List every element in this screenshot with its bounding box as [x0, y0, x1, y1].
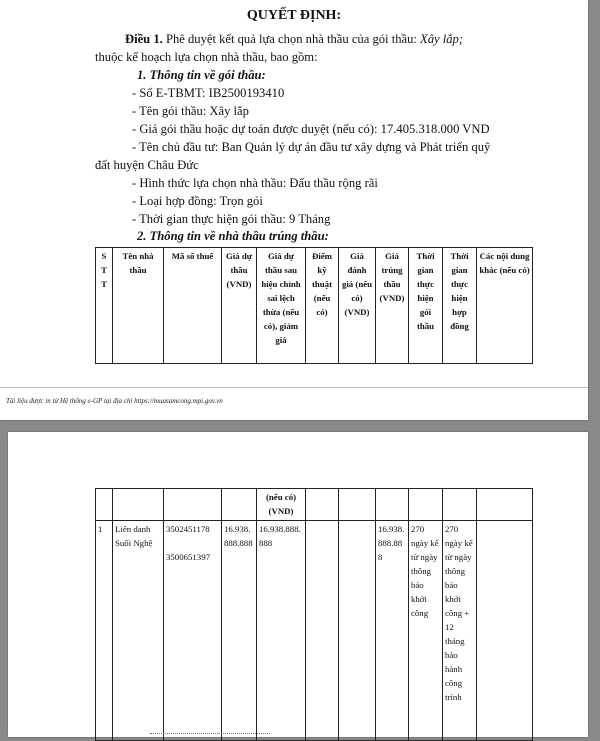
- cell-tech-score: [306, 521, 339, 741]
- duration-line: - Thời gian thực hiện gói thầu: 9 Tháng: [132, 212, 331, 226]
- header-contract-time: Thời gian thực hiện hợp đồng: [443, 248, 477, 364]
- selection-method-line: - Hình thức lựa chọn nhà thầu: Đấu thầu rộng rãi: [132, 176, 378, 190]
- article-label: Điều 1.: [125, 32, 163, 46]
- winner-table-body: [95, 488, 533, 741]
- header-other: Các nội dung khác (nếu có): [477, 248, 533, 364]
- header-contractor: Tên nhà thầu: [113, 248, 164, 364]
- cell-stt: 1: [96, 521, 113, 741]
- winner-table-header: [95, 247, 533, 364]
- cell-contractor: Liên danh Suối Nghệ: [113, 521, 164, 741]
- investor-line: - Tên chủ đầu tư: Ban Quản lý dự án đầu tư xây dựng và Phát triển quỹ: [132, 140, 491, 154]
- header-bid-price: Giá dự thầu (VND): [222, 248, 257, 364]
- header-tax-code: Mã số thuế: [164, 248, 222, 364]
- investor-line-2: đất huyện Châu Đức: [95, 158, 199, 172]
- table-row: [96, 521, 533, 741]
- header-continued: (nếu có) (VND): [257, 489, 306, 521]
- header-tech-score: Điểm kỹ thuật (nếu có): [306, 248, 339, 364]
- header-winning-price: Giá trúng thầu (VND): [376, 248, 409, 364]
- document-page-2: [8, 432, 588, 737]
- decision-heading: QUYẾT ĐỊNH:: [246, 8, 342, 23]
- package-price-line: - Giá gói thầu hoặc dự toán được duyệt (nếu có): 17.405.318.000 VND: [132, 122, 490, 136]
- cell-package-time: 270 ngày kể từ ngày thông báo khởi công: [409, 521, 443, 741]
- cell-eval-price: [339, 521, 376, 741]
- header-adjusted-price: Giá dự thầu sau hiệu chỉnh sai lệch thừa (nếu có), giảm giá: [257, 248, 306, 364]
- article-1-line: [125, 32, 463, 47]
- page-footer-divider: [0, 387, 588, 388]
- cell-contract-time: 270 ngày kể từ ngày thông báo khởi công + 12 tháng bảo hành công trình: [443, 521, 477, 741]
- header-package-time: Thời gian thực hiện gói thầu: [409, 248, 443, 364]
- package-name: Xây lắp;: [420, 32, 464, 46]
- article-1-line-2: thuộc kế hoạch lựa chọn nhà thầu, bao gồm:: [95, 50, 318, 64]
- footer-note: Tài liệu được in từ Hệ thống e-GP tại địa chỉ https://muasamcong.mpi.gov.vn: [6, 397, 223, 405]
- tax-code-2: 3500651397: [166, 552, 210, 562]
- cell-winning-price: 16.938.888.888: [376, 521, 409, 741]
- section-2-heading: 2. Thông tin về nhà thầu trúng thầu:: [137, 229, 329, 243]
- cell-adjusted-price: 16.938.888.888: [257, 521, 306, 741]
- contract-type-line: - Loại hợp đồng: Trọn gói: [132, 194, 263, 208]
- cell-other: [477, 521, 533, 741]
- tax-code-1: 3502451178: [166, 524, 210, 534]
- tbmt-line: - Số E-TBMT: IB2500193410: [132, 86, 285, 100]
- section-1-heading: 1. Thông tin về gói thầu:: [137, 68, 266, 82]
- package-name-line: - Tên gói thầu: Xây lắp: [132, 104, 249, 118]
- header-stt: S T T: [96, 248, 113, 364]
- header-eval-price: Giá đánh giá (nếu có) (VND): [339, 248, 376, 364]
- cell-tax-codes: [164, 521, 222, 741]
- cell-bid-price: 16.938.888.888: [222, 521, 257, 741]
- article-text: Phê duyệt kết quả lựa chọn nhà thầu của gói thầu:: [165, 32, 417, 46]
- next-line-fragment: [150, 733, 270, 734]
